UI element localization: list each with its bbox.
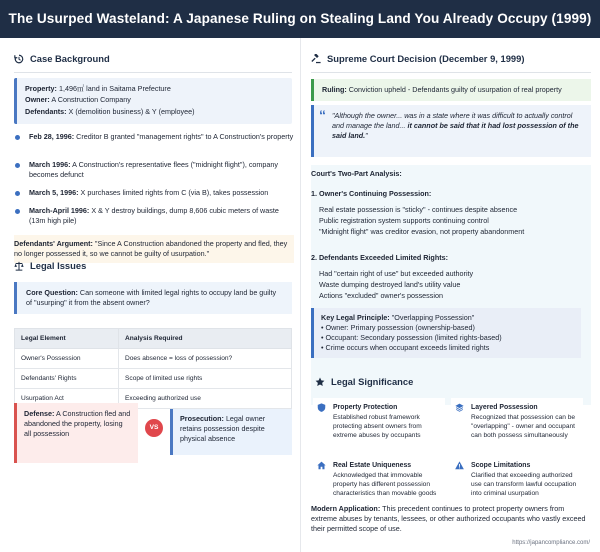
table-header-row: [15, 329, 292, 349]
defendants-argument: Defendants' Argument: "Since A Construction abandoned the property and fled, they no longer possessed it, so we cannot be guilty of usurpation.": [14, 235, 294, 263]
table-header: Legal Element: [15, 329, 119, 349]
quote-mark-icon: “: [319, 107, 326, 123]
timeline-dot: [15, 209, 20, 214]
table-row: [15, 369, 292, 389]
case-background-heading: [14, 53, 110, 66]
timeline-dot: [15, 163, 20, 168]
significance-title: Legal Significance: [331, 376, 414, 387]
card-title: Layered Possession: [471, 404, 538, 411]
timeline-item: Feb 28, 1996: Creditor B granted "management rights" to A Construction's property: [14, 132, 294, 142]
case-background-title: Case Background: [30, 53, 110, 64]
part2-line: Had "certain right of use" but exceeded authority: [319, 269, 474, 278]
core-question-box: Core Question: Can someone with limited legal rights to occupy land be guilty of "usurping" it from the absent owner?: [14, 282, 292, 314]
part1-line: Public registration system supports continuing control: [319, 216, 489, 225]
card-text: Acknowledged that immovable property has different possession characteristics than movable goods: [333, 472, 437, 497]
part1-title: 1. Owner's Continuing Possession:: [311, 189, 432, 198]
significance-card: [451, 398, 583, 453]
table-cell: Defendants' Rights: [15, 369, 119, 389]
table-cell: Usurpation Act: [15, 389, 119, 409]
table-cell: Scope of limited use rights: [119, 369, 292, 389]
source-url: https://japancompliance.com/: [512, 539, 590, 546]
legal-issues-heading: [14, 260, 86, 273]
owner-row: Owner: A Construction Company: [25, 95, 131, 105]
part1-line: Real estate possession is "sticky" - continues despite absence: [319, 205, 518, 214]
table-cell: Exceeding authorized use: [119, 389, 292, 409]
analysis-title: Court's Two-Part Analysis:: [311, 169, 402, 178]
prosecution-box: Prosecution: Legal owner retains possession despite physical absence: [170, 409, 292, 455]
principle-line: • Crime occurs when occupant exceeds limited rights: [321, 342, 490, 352]
timeline-dot: [15, 135, 20, 140]
decision-heading: [311, 53, 524, 66]
ruling-box: Ruling: Conviction upheld - Defendants guilty of usurpation of real property: [311, 79, 591, 101]
history-icon: [14, 54, 24, 64]
scales-icon: [14, 261, 24, 271]
court-quote: “ "Although the owner... was in a state where it was difficult to actually control and manage the land... it cannot be said that it had lost possession of the said land.": [311, 105, 591, 157]
divider: [311, 72, 591, 73]
legal-issues-title: Legal Issues: [30, 260, 87, 271]
principle-line: • Owner: Primary possession (ownership-based): [321, 322, 475, 332]
page-header: [0, 0, 600, 38]
significance-card: [313, 456, 445, 511]
house-icon: [317, 461, 326, 470]
defendants-row: Defendants: X (demolition business) & Y (employee): [25, 106, 195, 116]
significance-card: [313, 398, 445, 453]
table-header: Analysis Required: [119, 329, 292, 349]
vs-badge: VS: [145, 419, 163, 437]
case-facts-box: [14, 78, 292, 124]
table-cell: Owner's Possession: [15, 349, 119, 369]
table-cell: Does absence = loss of possession?: [119, 349, 292, 369]
timeline-dot: [15, 191, 20, 196]
shield-icon: [317, 403, 326, 412]
page-title: The Usurped Wasteland: A Japanese Ruling on Stealing Land You Already Occupy (1999): [8, 10, 592, 26]
gavel-icon: [311, 54, 321, 64]
card-title: Property Protection: [333, 404, 398, 411]
timeline-item: March 1996: A Construction's representative flees ("midnight flight"), company becomes defunct: [14, 160, 294, 180]
left-column: [0, 38, 300, 552]
timeline-item: March-April 1996: X & Y destroy buildings, dump 8,606 cubic meters of waste (13m high pile): [14, 206, 294, 226]
card-title: Scope Limitations: [471, 462, 531, 469]
card-text: Clarified that exceeding authorized use can transform lawful occupation into criminal usurpation: [471, 472, 577, 497]
significance-heading: [315, 376, 413, 389]
table-row: [15, 349, 292, 369]
right-column: [300, 38, 600, 552]
significance-card: [451, 456, 583, 511]
card-title: Real Estate Uniqueness: [333, 462, 412, 469]
key-principle-box: [311, 308, 581, 358]
part2-line: Actions "excluded" owner's possession: [319, 291, 443, 300]
defense-box: Defense: A Construction fled and abandoned the property, losing all possession: [14, 403, 138, 463]
property-row: Property: 1,496㎡ land in Saitama Prefecture: [25, 84, 171, 93]
timeline-item: March 5, 1996: X purchases limited rights from C (via B), takes possession: [14, 188, 294, 198]
part2-title: 2. Defendants Exceeded Limited Rights:: [311, 253, 448, 262]
card-text: Established robust framework protecting absent owners from extreme abuses by occupants: [333, 414, 422, 439]
card-text: Recognized that possession can be "overlapping" - owner and occupant can both possess simultaneously: [471, 414, 576, 439]
star-icon: [315, 377, 325, 387]
court-analysis: [311, 165, 591, 405]
part2-line: Waste dumping destroyed land's utility value: [319, 280, 461, 289]
principle-line: • Occupant: Secondary possession (limited rights-based): [321, 332, 502, 342]
principle-heading: Key Legal Principle: "Overlapping Possession": [321, 313, 475, 322]
divider: [14, 72, 292, 73]
warning-icon: [455, 461, 464, 470]
part1-line: "Midnight flight" was creditor evasion, not property abandonment: [319, 227, 525, 236]
modern-application: Modern Application: This precedent continues to protect property owners from extreme abuses by tenants, lessees, or other authorized occupants who vastly exceed their permitted scope of use.: [311, 504, 586, 533]
legal-issues-table: [14, 328, 292, 409]
layers-icon: [455, 403, 464, 412]
decision-title: Supreme Court Decision (December 9, 1999): [327, 53, 525, 64]
